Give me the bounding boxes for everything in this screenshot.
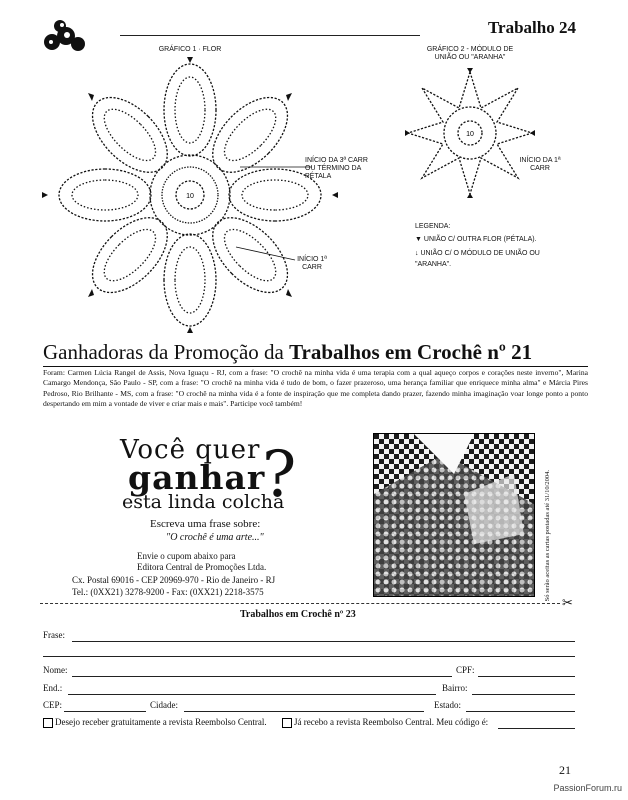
coupon-title: Trabalhos em Crochê nº 23 <box>240 609 356 620</box>
arrow-down-icon: ↓ <box>415 250 419 257</box>
header-rule <box>120 35 420 36</box>
cep-field[interactable] <box>64 711 146 712</box>
promo-send-4: Tel.: (0XX21) 3278-9200 - Fax: (0XX21) 2218-3575 <box>72 587 264 597</box>
legend-item-spider: UNIÃO C/ O MÓDULO DE UNIÃO OU "ARANHA". <box>415 250 540 268</box>
codigo-field[interactable] <box>498 728 575 729</box>
promo-send-3: Cx. Postal 69016 - CEP 20969-970 - Rio de Janeiro - RJ <box>72 575 276 585</box>
cidade-label: Cidade: <box>150 700 178 710</box>
legend <box>415 221 560 270</box>
chart2-note-start: INÍCIO DA 1ª CARR <box>519 157 561 172</box>
question-mark: ? <box>262 438 297 512</box>
clover-logo-icon <box>40 14 92 58</box>
frase-label: Frase: <box>43 630 65 640</box>
estado-field[interactable] <box>466 711 575 712</box>
promo-send-2: Editora Central de Promoções Ltda. <box>137 562 267 572</box>
cidade-field[interactable] <box>184 711 424 712</box>
photo-caption: Só serão aceitas as cartas postadas até 31/10/2004. <box>544 470 551 602</box>
cpf-field[interactable] <box>478 676 575 677</box>
bairro-label: Bairro: <box>442 683 468 693</box>
estado-label: Estado: <box>434 700 461 710</box>
promo-line-1: Você quer <box>120 435 261 465</box>
promo-line-3: esta linda colcha <box>122 491 285 513</box>
bairro-field[interactable] <box>472 694 575 695</box>
endereco-field[interactable] <box>68 694 436 695</box>
flower-crochet-chart <box>40 55 340 335</box>
legend-title: LEGENDA: <box>415 223 451 230</box>
option-already-receive[interactable]: Já recebo a revista Reembolso Central. Meu código é: <box>282 717 488 728</box>
cep-label: CEP: <box>43 700 63 710</box>
nome-field[interactable] <box>72 676 452 677</box>
promo-instruction: Escreva uma frase sobre: <box>150 518 261 530</box>
scissors-icon: ✂ <box>562 595 573 610</box>
spider-module-chart <box>405 68 535 198</box>
winners-body: Foram: Carmen Lúcia Rangel de Assis, Nova Iguaçu - RJ, com a frase: "O crochê na minha vida é uma terapia com a qual aqueço corpos e corações neste inverno", Marina Camargo Mendonça, São Paulo - SP, com a frase: "O crochê na minha vida é tudo de bom, o fazer prazeroso, uma herança familiar que enriquece minha alma" e Márcia Pires Pedroso, Rio Brilhante - MS, com a frase: "O crochê na minha vida é a fonte de inspiração que me completa dando prazer, fazendo minha imaginação voar longe ponto a ponto despertando em mim a vontade de viver e criar mais e mais". Participe você também! <box>43 368 588 408</box>
nome-label: Nome: <box>43 665 68 675</box>
winners-rule <box>43 366 588 367</box>
chart1-note-start-row1: INÍCIO 1ª CARR <box>297 256 327 271</box>
chart1-title: GRÁFICO 1 · FLOR <box>158 46 222 53</box>
frase-field[interactable] <box>72 641 575 642</box>
chart2-title: GRÁFICO 2 - MÓDULO DE UNIÃO OU "ARANHA" <box>426 46 514 61</box>
frase-field-line-2[interactable] <box>43 656 575 657</box>
legend-item-petal: UNIÃO C/ OUTRA FLOR (PÉTALA). <box>423 236 537 243</box>
quilt-photo <box>373 433 535 597</box>
checkbox-already-receive[interactable] <box>282 718 292 728</box>
coupon-cut-line <box>40 603 560 604</box>
promo-send-1: Envie o cupom abaixo para <box>137 551 236 561</box>
winners-heading: Ganhadoras da Promoção da Trabalhos em Crochê nº 21 <box>43 340 533 364</box>
chart2-center-label: 10 <box>466 131 474 138</box>
promo-topic: "O crochê é uma arte..." <box>166 532 264 543</box>
promo-line-2: ganhar <box>128 458 266 497</box>
cpf-label: CPF: <box>456 665 475 675</box>
chart1-note-start-row3: INÍCIO DA 3ª CARR OU TÉRMINO DA PÉTALA <box>305 157 368 180</box>
checkbox-receive-free[interactable] <box>43 718 53 728</box>
watermark: PassionForum.ru <box>553 783 622 793</box>
triangle-down-icon: ▼ <box>415 236 422 243</box>
chart1-center-label: 10 <box>186 193 194 200</box>
option-receive-free[interactable]: Desejo receber gratuitamente a revista Reembolso Central. <box>43 717 267 728</box>
end-label: End.: <box>43 683 63 693</box>
page-title: Trabalho 24 <box>487 18 576 37</box>
page-number: 21 <box>559 763 571 777</box>
